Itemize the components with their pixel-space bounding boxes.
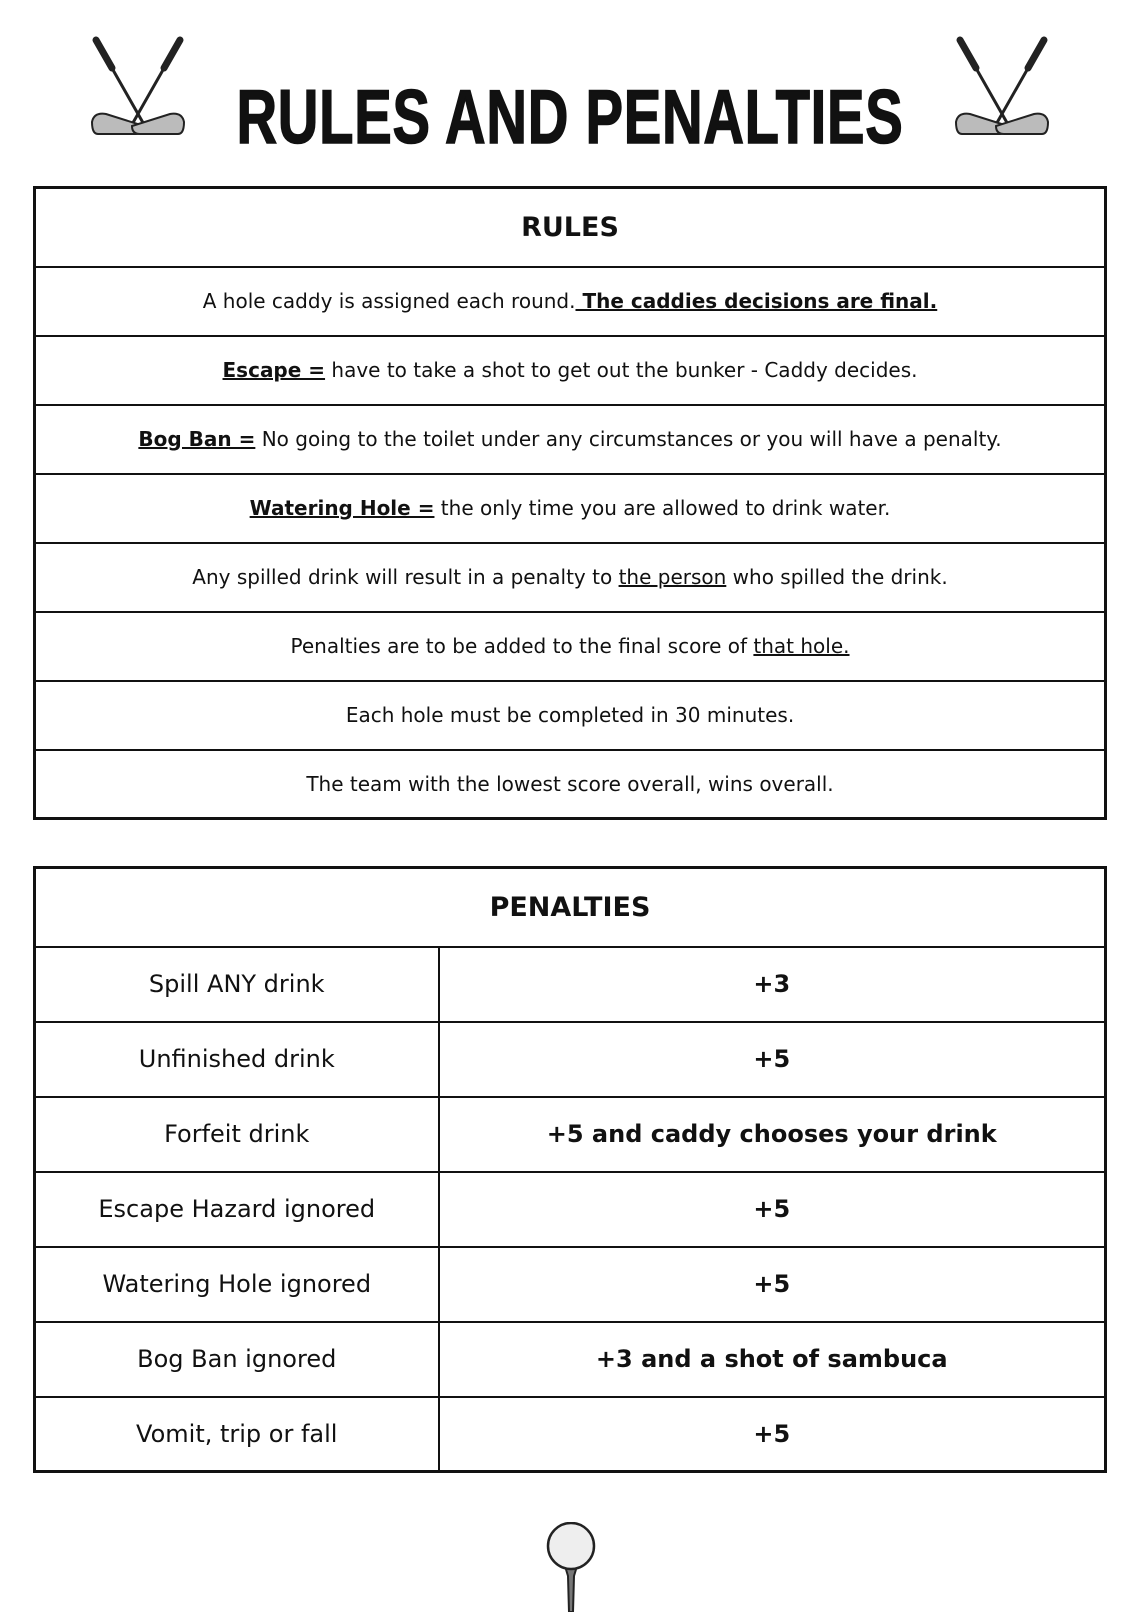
offence: Spill ANY drink xyxy=(35,947,439,1022)
penalty-row xyxy=(35,1322,1106,1397)
penalty-row xyxy=(35,1247,1106,1322)
rule-row xyxy=(35,474,1106,543)
golf-clubs-icon xyxy=(88,30,188,142)
rule-text: Each hole must be completed in 30 minutes. xyxy=(345,703,795,727)
rule-text: A hole caddy is assigned each round. xyxy=(202,289,576,313)
golf-clubs-icon xyxy=(952,30,1052,142)
rule-row xyxy=(35,612,1106,681)
rule-text: the only time you are allowed to drink water. xyxy=(434,496,891,520)
rule-text: The team with the lowest score overall, wins overall. xyxy=(306,771,834,796)
penalties-table xyxy=(33,866,1107,1473)
penalty-value: +5 xyxy=(439,1397,1106,1472)
rule-text: have to take a shot to get out the bunker - Caddy decides. xyxy=(325,358,918,382)
offence: Bog Ban ignored xyxy=(35,1322,439,1397)
offence: Unfinished drink xyxy=(35,1022,439,1097)
rule-term: Escape = xyxy=(222,358,326,382)
rule-text: No going to the toilet under any circumstances or you will have a penalty. xyxy=(255,427,1002,451)
rule-row xyxy=(35,405,1106,474)
rule-term: Watering Hole = xyxy=(249,496,435,520)
rules-heading: RULES xyxy=(35,188,1106,267)
penalty-value: +5 xyxy=(439,1172,1106,1247)
rule-text: Any spilled drink will result in a penalty to xyxy=(192,565,619,589)
rule-emphasis: The caddies decisions are final. xyxy=(575,289,938,313)
golf-ball-on-tee-icon xyxy=(543,1522,599,1612)
rule-row xyxy=(35,336,1106,405)
rule-row xyxy=(35,681,1106,750)
rule-term: Bog Ban = xyxy=(138,427,256,451)
offence: Vomit, trip or fall xyxy=(35,1397,439,1472)
penalty-value: +5 xyxy=(439,1022,1106,1097)
penalty-row xyxy=(35,1022,1106,1097)
rule-row xyxy=(35,267,1106,336)
rule-underlined: the person xyxy=(618,565,727,589)
rule-text: who spilled the drink. xyxy=(726,565,948,589)
page-title: RULES AND PENALTIES xyxy=(236,75,904,160)
penalty-value: +3 xyxy=(439,947,1106,1022)
penalty-value: +3 and a shot of sambuca xyxy=(439,1322,1106,1397)
penalty-row xyxy=(35,1172,1106,1247)
offence: Watering Hole ignored xyxy=(35,1247,439,1322)
rule-text: Penalties are to be added to the final score of xyxy=(290,634,754,658)
rule-underlined: that hole. xyxy=(753,634,850,658)
penalty-value: +5 xyxy=(439,1247,1106,1322)
penalty-value: +5 and caddy chooses your drink xyxy=(439,1097,1106,1172)
rule-row xyxy=(35,543,1106,612)
penalty-row xyxy=(35,1097,1106,1172)
penalty-row xyxy=(35,1397,1106,1472)
penalty-row xyxy=(35,947,1106,1022)
rules-table xyxy=(33,186,1107,820)
penalties-heading: PENALTIES xyxy=(35,868,1106,947)
offence: Forfeit drink xyxy=(35,1097,439,1172)
offence: Escape Hazard ignored xyxy=(35,1172,439,1247)
rule-row xyxy=(35,750,1106,819)
